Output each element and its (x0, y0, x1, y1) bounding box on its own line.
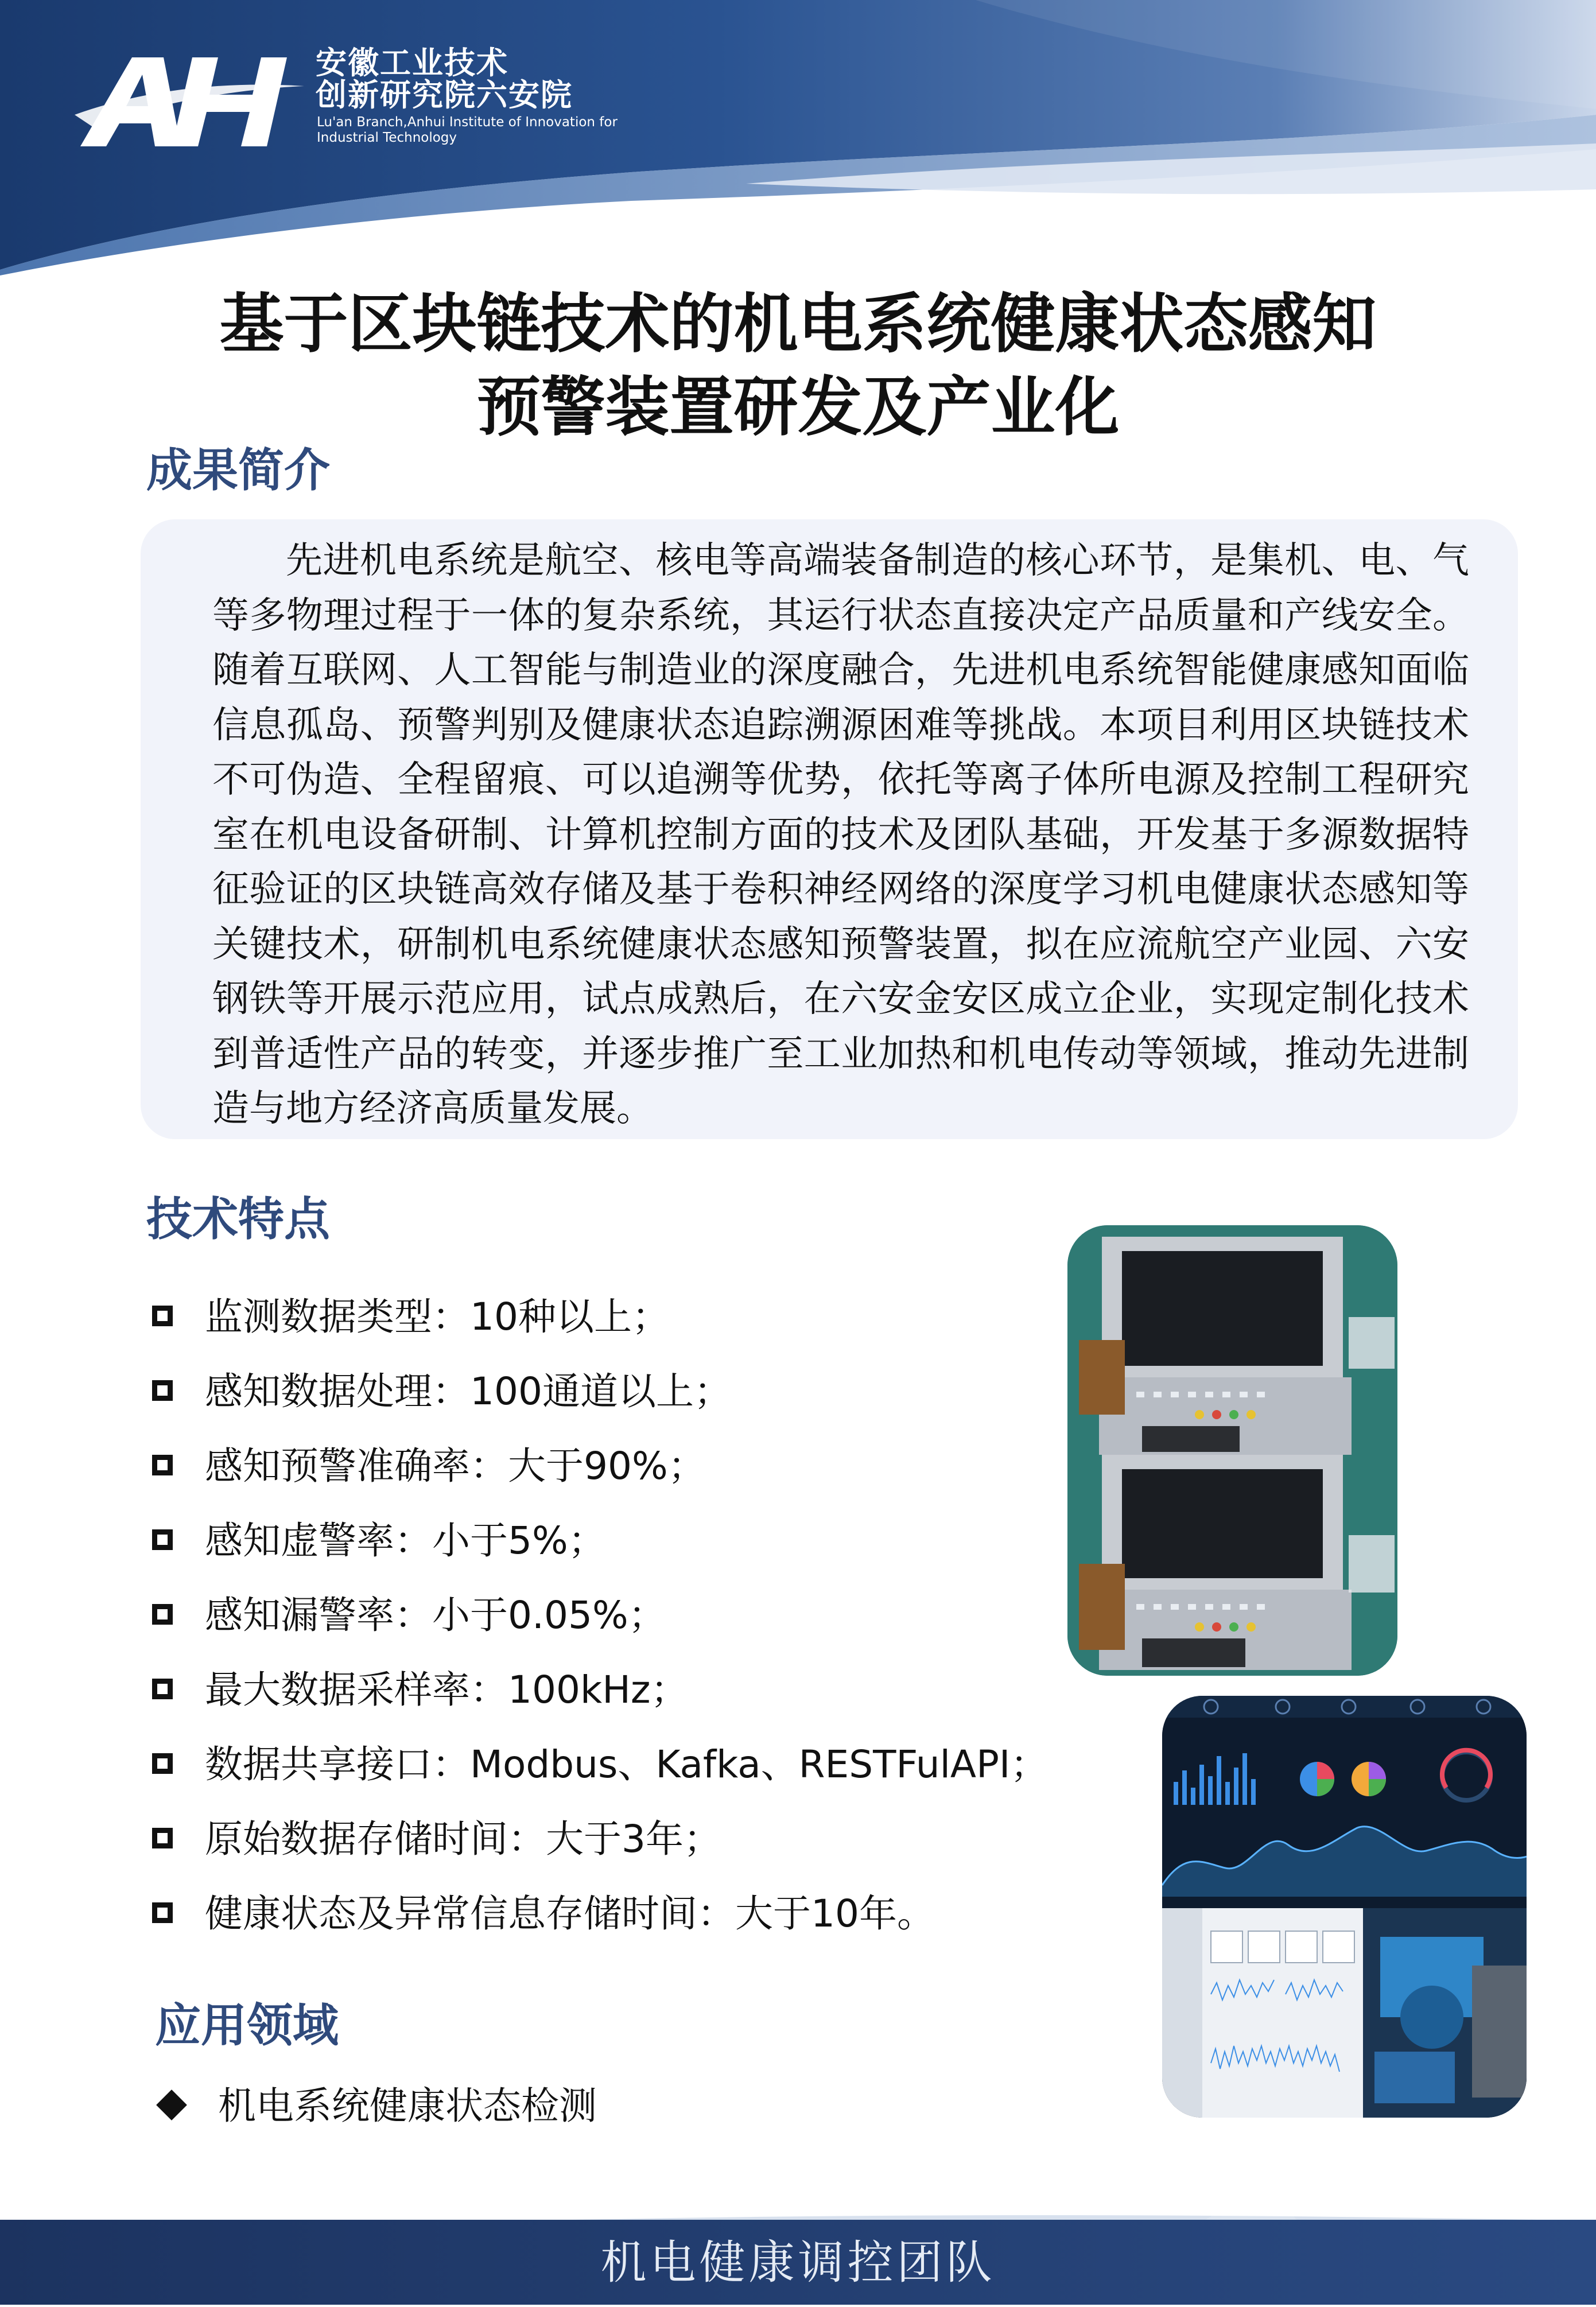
logo-name-cn-line2: 创新研究院六安院 (316, 77, 573, 113)
footer-team-name: 机电健康调控团队 (600, 2236, 996, 2289)
application-text: 机电系统健康状态检测 (218, 2084, 597, 2128)
application-item (161, 2077, 597, 2135)
features-heading: 技术特点 (146, 1193, 330, 1246)
logo-name-en: Lu'an Branch,Anhui Institute of Innovation for Industrial Technology (317, 115, 618, 145)
device-photo (1067, 1225, 1397, 1676)
intro-heading: 成果简介 (146, 444, 330, 497)
logo-name-cn-line1: 安徽工业技术 (316, 45, 508, 81)
feature-text: 原始数据存储时间：大于3年； (205, 1817, 721, 1861)
checkbox-square-icon (152, 1604, 173, 1625)
feature-item (152, 1512, 1185, 1570)
feature-text: 感知漏警率：小于0.05%； (205, 1593, 666, 1637)
feature-item (152, 1587, 1185, 1644)
diamond-bullet-icon (156, 2089, 187, 2120)
feature-item (152, 1885, 1185, 1943)
feature-item (152, 1736, 1185, 1793)
feature-text: 监测数据类型：10种以上； (205, 1295, 670, 1339)
dashboard-photo (1162, 1696, 1527, 2118)
checkbox-square-icon (152, 1306, 173, 1326)
checkbox-square-icon (152, 1753, 173, 1774)
feature-text: 最大数据采样率：100kHz； (205, 1668, 689, 1712)
checkbox-square-icon (152, 1380, 173, 1401)
institute-logo (69, 46, 620, 155)
applications-heading: 应用领域 (155, 1999, 339, 2052)
feature-text: 感知数据处理：100通道以上； (205, 1369, 732, 1413)
checkbox-square-icon (152, 1455, 173, 1475)
feature-text: 健康状态及异常信息存储时间：大于10年。 (205, 1892, 935, 1936)
dashboard-illustration (1162, 1696, 1527, 2118)
feature-text: 数据共享接口：Modbus、Kafka、RESTFulAPI； (205, 1742, 1049, 1786)
header-banner (0, 0, 1596, 275)
poster-title-line2: 预警装置研发及产业化 (476, 370, 1120, 445)
feature-item (152, 1363, 1185, 1420)
checkbox-square-icon (152, 1828, 173, 1848)
intro-paragraph: 先进机电系统是航空、核电等高端装备制造的核心环节，是集机、电、气等多物理过程于一体的复杂系统，其运行状态直接决定产品质量和产线安全。随着互联网、人工智能与制造业的深度融合，先进机电系统智能健康感知面临信息孤岛、预警判别及健康状态追踪溯源困难等挑战。本项目利用区块链技术不可伪造、全程留痕、可以追溯等优势，依托等离子体所电源及控制工程研究室在机电设备研制、计算机控制方面的技术及团队基础，开发基于多源数据特征验证的区块链高效存储及基于卷积神经网络的深度学习机电健康状态感知等关键技术，研制机电系统健康状态感知预警装置，拟在应流航空产业园、六安钢铁等开展示范应用，试点成熟后，在六安金安区成立企业，实现定制化技术到普适性产品的转变，并逐步推广至工业加热和机电传动等领域，推动先进制造与地方经济高质量发展。 (212, 539, 1469, 1130)
feature-item (152, 1661, 1185, 1719)
feature-item (152, 1438, 1185, 1495)
feature-item (152, 1288, 1185, 1346)
poster-title-line1: 基于区块链技术的机电系统健康状态感知 (219, 287, 1377, 362)
checkbox-square-icon (152, 1902, 173, 1923)
feature-item (152, 1811, 1185, 1868)
checkbox-square-icon (152, 1679, 173, 1699)
device-photo-illustration (1067, 1225, 1397, 1676)
checkbox-square-icon (152, 1529, 173, 1550)
ah-logo-icon (69, 46, 310, 155)
feature-text: 感知虚警率：小于5%； (205, 1518, 606, 1563)
feature-text: 感知预警准确率：大于90%； (205, 1444, 706, 1488)
